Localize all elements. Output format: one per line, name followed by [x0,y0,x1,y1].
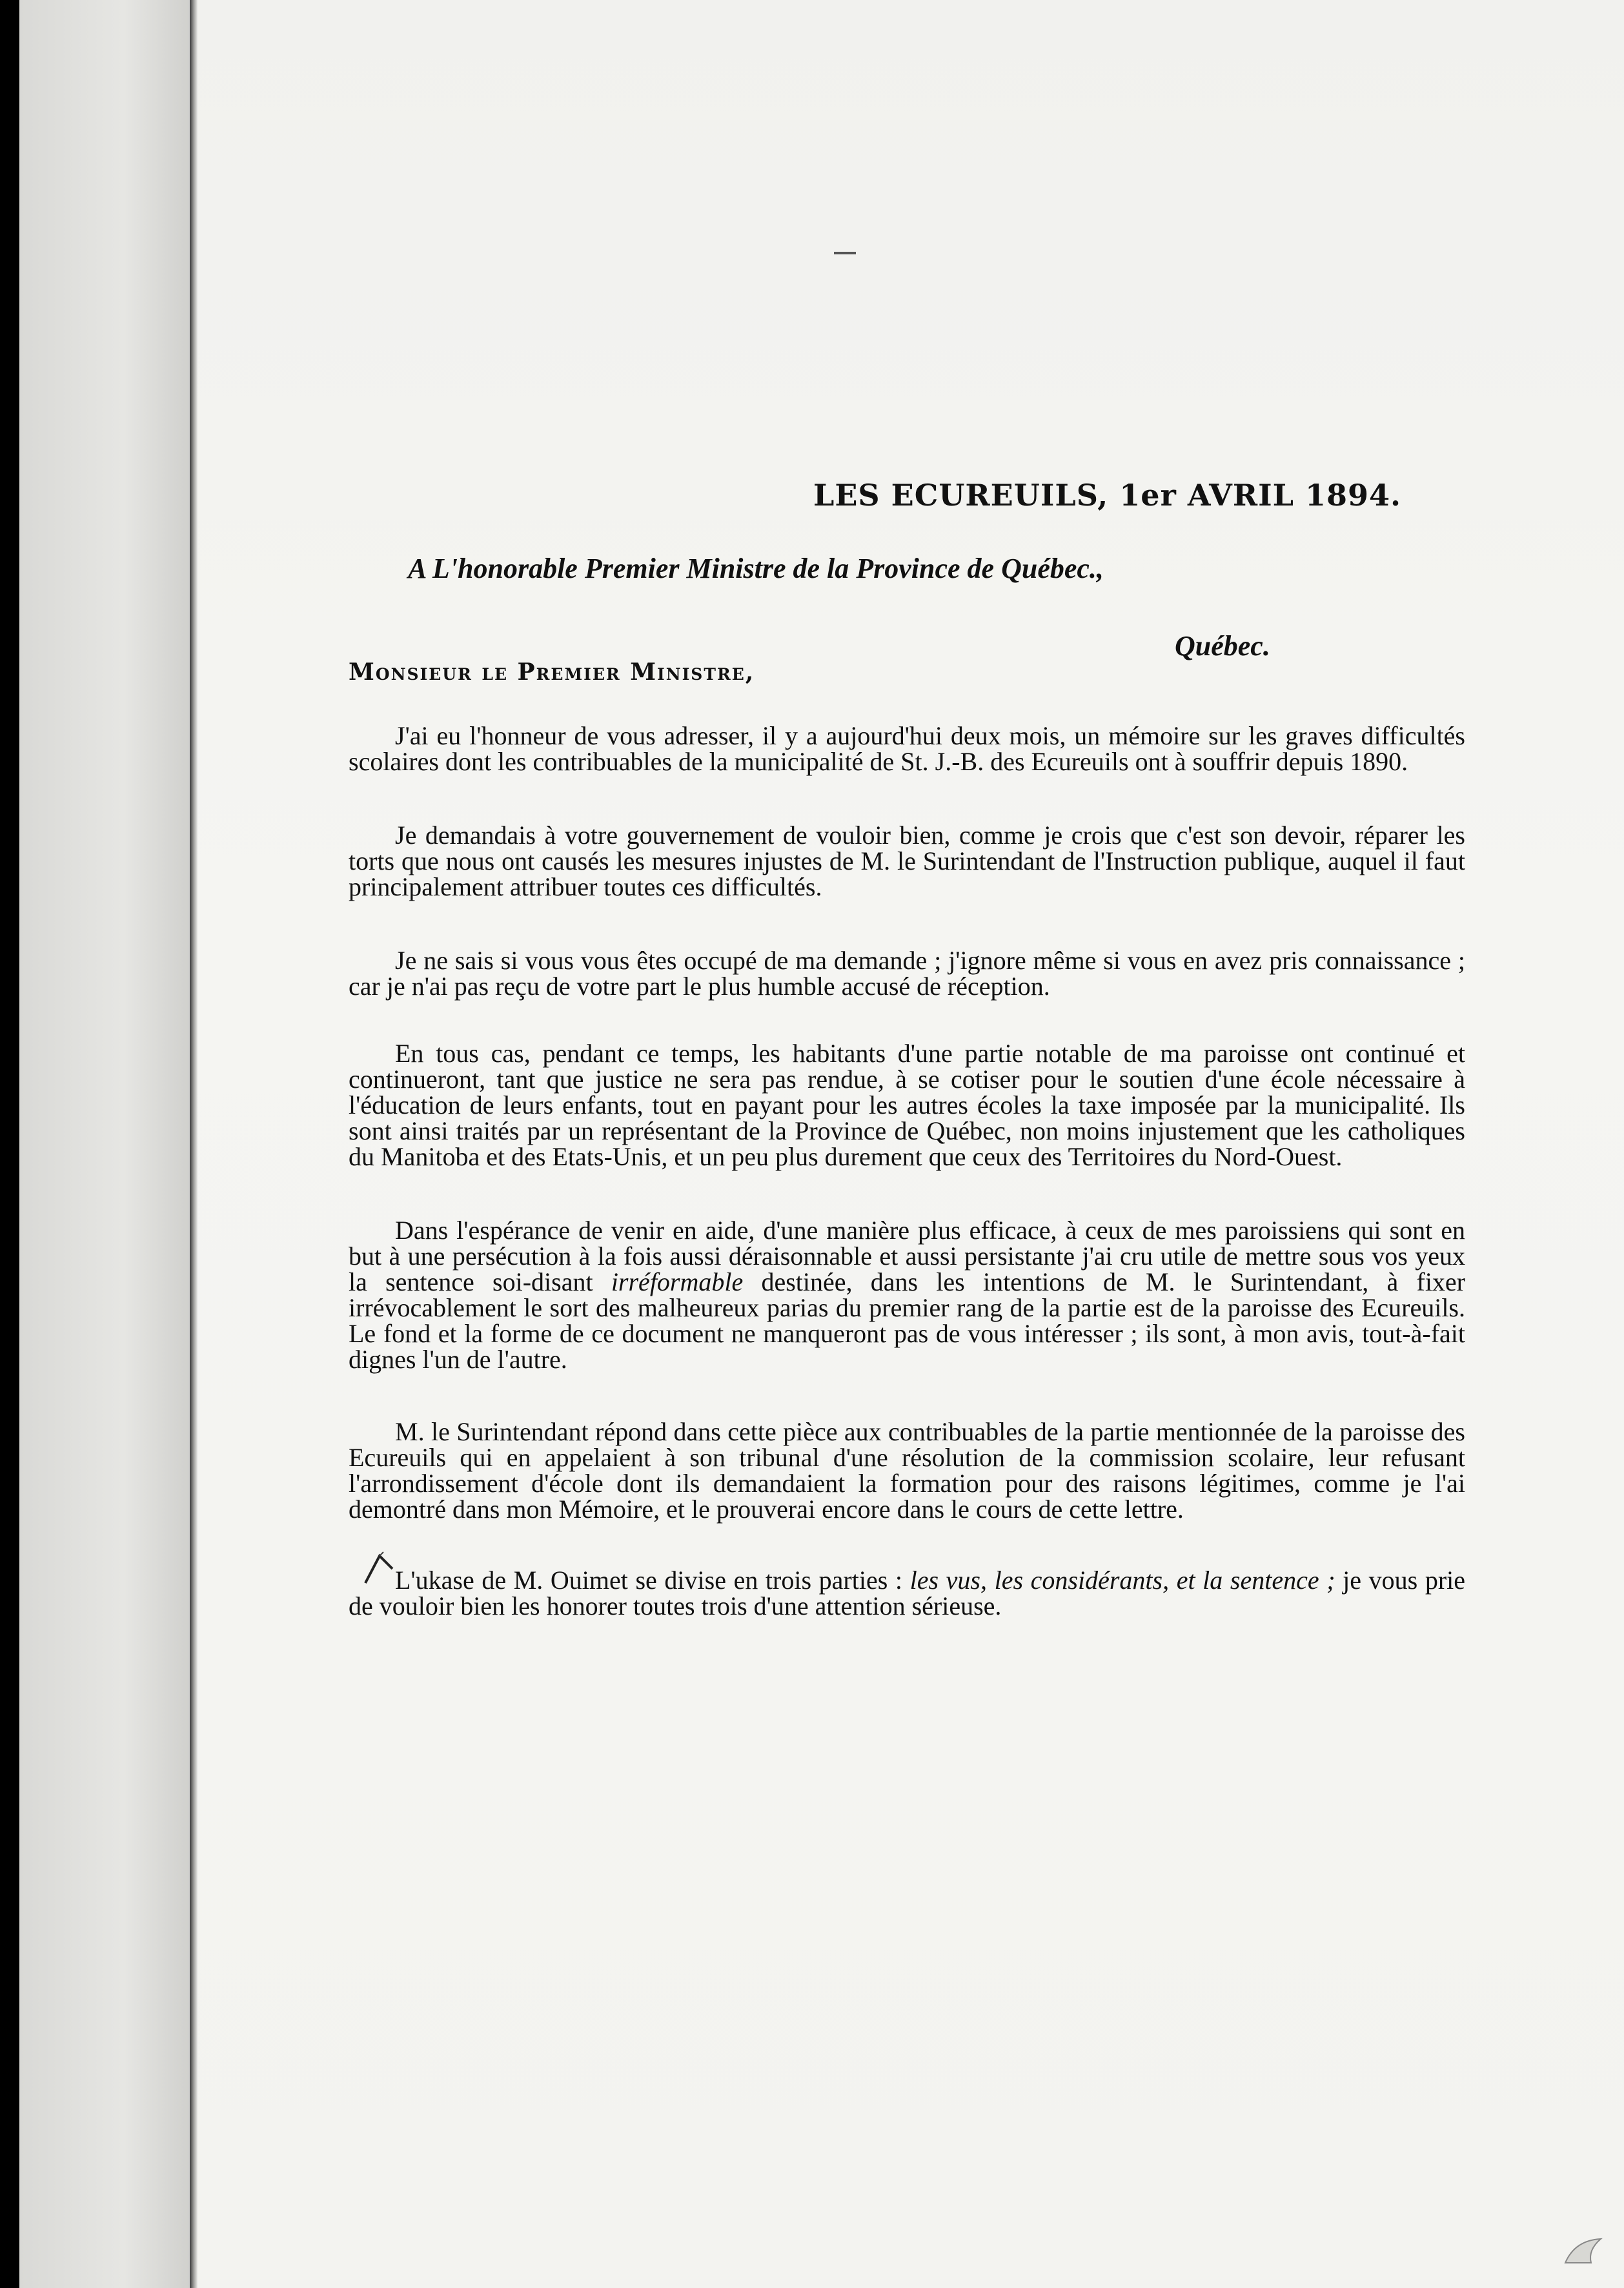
facing-page-margin [19,0,194,2288]
paragraph-7-italic: les vus, les considérants, et la sentence ; [909,1566,1335,1595]
letter-body [349,723,1465,1668]
page-gutter [190,0,198,2288]
paragraph-7 [349,1568,1465,1619]
paragraph-6: M. le Surintendant répond dans cette pièce aux contribuables de la partie mentionnée de la paroisse des Ecureuils qui en appelaient à son tribunal d'une résolution de la commission scolaire, leur refusant l'arrondissement d'école dont ils demandaient la formation pour des raisons légitimes, comme je l'ai demontré dans mon Mémoire, et le prouverai encore dans le cours de cette lettre. [349,1417,1465,1524]
paragraph-5-text-b: destinée, dans les intentions de M. le Surintendant, à fixer irrévocablement le sort des malheureux parias du premier rang de la partie est de la paroisse des Ecureuils. Le fond et la forme de ce document ne manqueront pas de vous intéresser ; ils sont, à mon avis, tout-à-fait dignes l'un de l'autre. [349,1267,1466,1374]
paragraph-1: J'ai eu l'honneur de vous adresser, il y a aujourd'hui deux mois, un mémoire sur les graves difficultés scolaires dont les contribuables de la municipalité de St. J.-B. des Ecureuils ont à souffrir depuis 1890. [349,721,1465,776]
paragraph-5 [349,1218,1465,1373]
paragraph-7-text-b: je vous prie de vouloir bien les honorer toutes trois d'une attention sérieuse. [349,1566,1466,1620]
paragraph-5-text-a: Dans l'espérance de venir en aide, d'une manière plus efficace, à ceux de mes paroissiens qui sont en but à une persécution à la fois aussi déraisonnable et aussi persistante j'ai cru utile de mettre sous vos yeux la sentence soi-disant [349,1216,1465,1296]
recipient-city: Québec. [1175,630,1270,662]
salutation: Monsieur le Premier Ministre, [349,659,755,686]
recipient-address: A L'honorable Premier Ministre de la Province de Québec., [408,553,1104,584]
header-dash [834,252,856,254]
page-corner-curl-icon [1562,2234,1607,2266]
paragraph-7-text-a: L'ukase de M. Ouimet se divise en trois parties : [395,1566,910,1595]
pencil-annotation-icon [361,1549,413,1588]
paragraph-2: Je demandais à votre gouvernement de vouloir bien, comme je crois que c'est son devoir, réparer les torts que nous ont causés les mesures injustes de M. le Surintendant de l'Instruction publique, auquel il faut principalement attribuer toutes ces difficultés. [349,821,1465,901]
paragraph-3: Je ne sais si vous vous êtes occupé de ma demande ; j'ignore même si vous en avez pris connaissance ; car je n'ai pas reçu de votre part le plus humble accusé de réception. [349,946,1465,1001]
paragraph-5-italic: irréformable [611,1267,744,1296]
scan-border [0,0,19,2288]
dateline: LES ECUREUILS, 1er AVRIL 1894. [813,478,1402,513]
paragraph-4: En tous cas, pendant ce temps, les habitants d'une partie notable de ma paroisse ont continué et continueront, tant que justice ne sera pas rendue, à se cotiser pour le soutien d'une école nécessaire à l'éducation de leurs enfants, tout en payant pour les autres écoles la taxe imposée par la municipalité. Ils sont ainsi traités par un représentant de la Province de Québec, non moins injustement que les catholiques du Manitoba et des Etats-Unis, et un peu plus durement que ceux des Territoires du Nord-Ouest. [349,1039,1465,1171]
